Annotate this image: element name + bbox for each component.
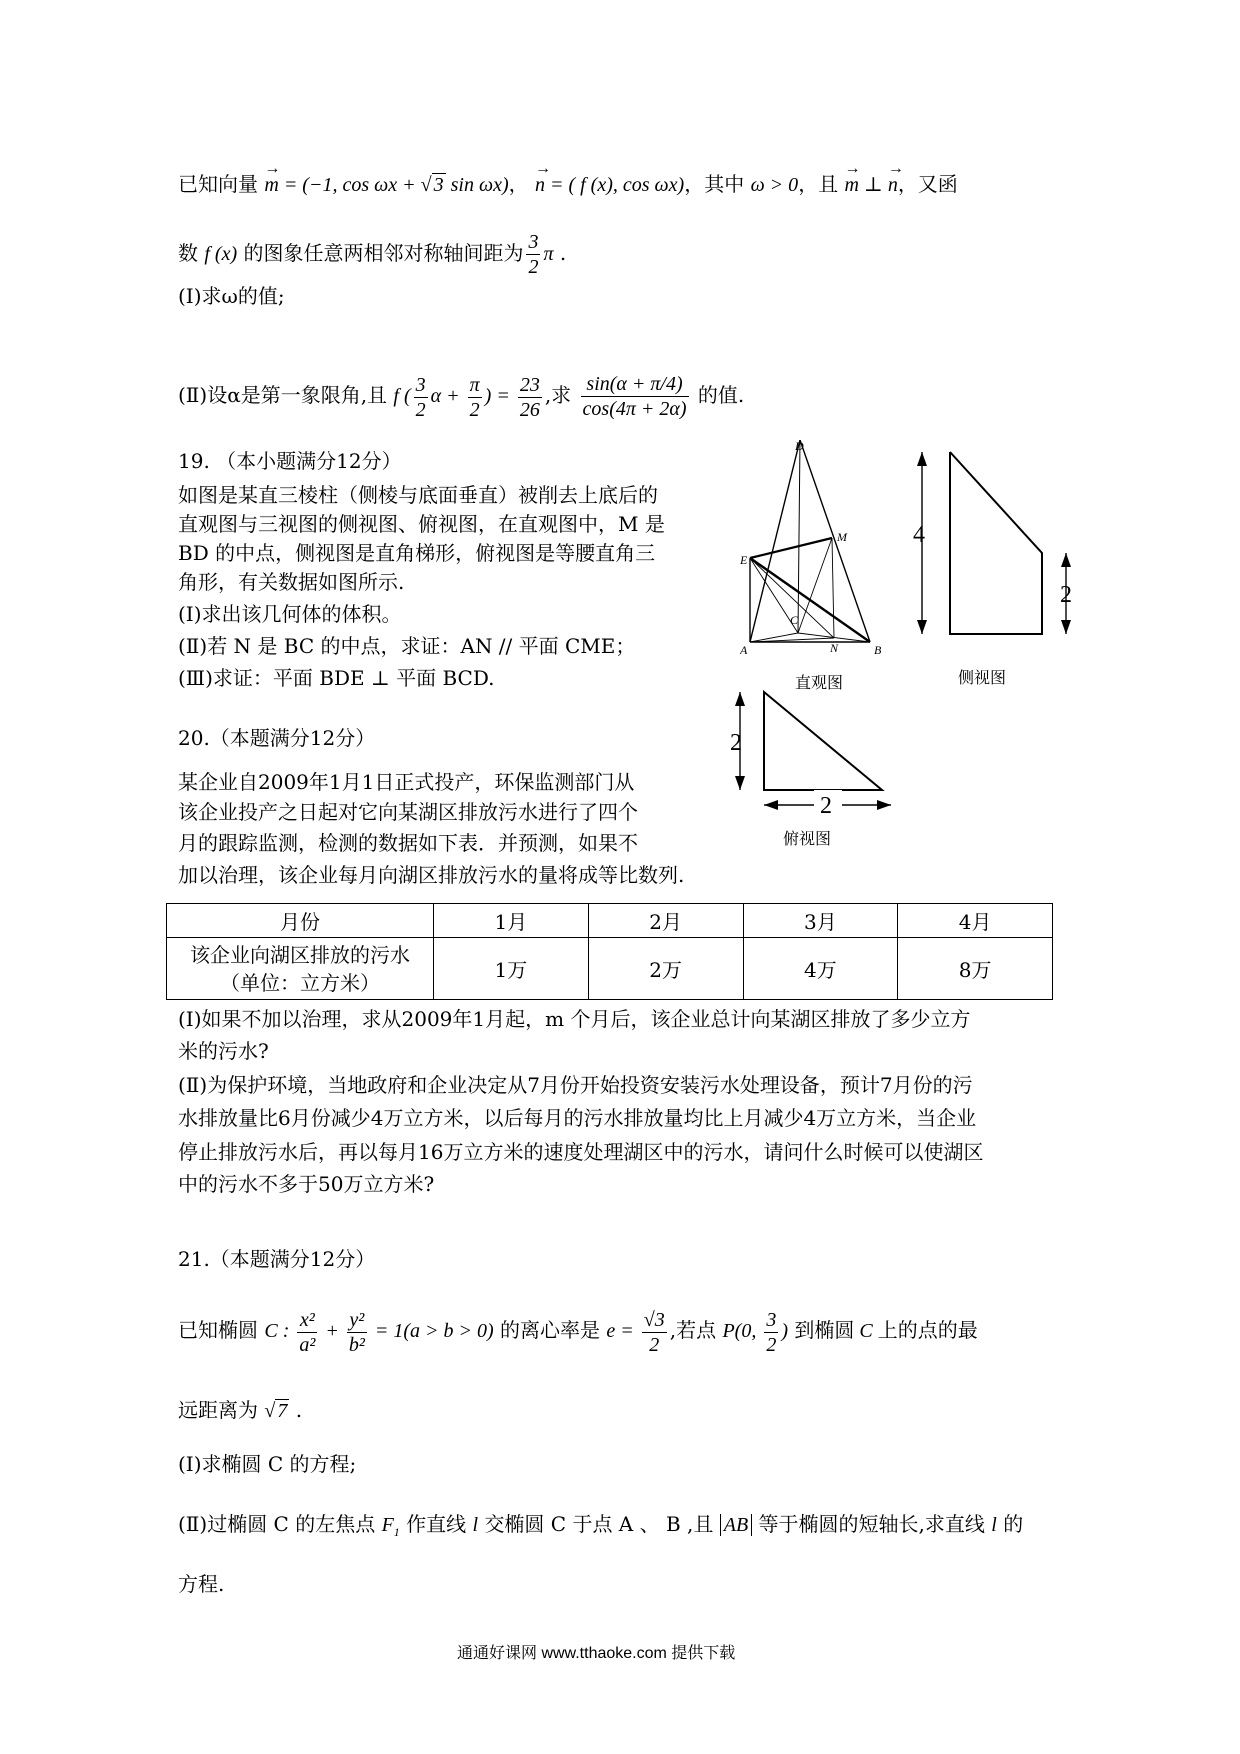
table-header-cell: 2月 <box>588 904 743 938</box>
q21-title: 21.（本题满分12分） <box>178 1247 376 1271</box>
q20-part-2-line-4: 中的污水不多于50万立方米? <box>178 1172 435 1196</box>
caption-direct-view: 直观图 <box>795 675 844 692</box>
table-header-cell: 月份 <box>167 904 434 938</box>
q18-part-1: (Ⅰ)求ω的值; <box>178 284 285 308</box>
label-M: M <box>837 530 847 544</box>
formula-ratio: $\frac{\sin(\alpha + \pi/4)}{\cos(4\pi + 2\alpha)}$ <box>582 373 687 420</box>
top-dim-height-2: 2 <box>730 730 742 756</box>
q19-part-2: (Ⅱ)若 N 是 BC 的中点，求证：AN // 平面 CME； <box>178 634 636 658</box>
label-B: B <box>874 643 882 657</box>
side-dim-2: 2 <box>1060 582 1072 608</box>
table-row <box>167 938 1053 1000</box>
table-cell: 8万 <box>898 938 1053 1000</box>
label-C: C <box>790 613 799 627</box>
top-view-figure <box>726 680 906 805</box>
formula-n-vector: → n = ( f (x), cos ωx) <box>535 174 684 196</box>
edge-MN <box>832 538 834 638</box>
formula-three-halves: $\frac{3}{2}$ <box>528 231 539 278</box>
formula-sqrt7: √ 7 <box>264 1400 288 1422</box>
q20-title: 20.（本题满分12分） <box>178 726 376 750</box>
formula-m-vector: → m = (−1, cos ωx + √ 3 sin ωx) <box>264 174 508 196</box>
q20-text-4: 加以治理，该企业每月向湖区排放污水的量将成等比数列. <box>178 863 685 887</box>
top-view-width-dimension <box>760 790 895 820</box>
q21-part-1: (Ⅰ)求椭圆 C 的方程; <box>178 1452 357 1476</box>
arrowhead-right <box>877 800 891 810</box>
formula-ellipse: C : $\frac{\text{x²}}{\text{a²}}$ + $\frac{\text{y²}}{\text{b²}}$ = 1(a > b > 0) <box>264 1309 494 1356</box>
q19-part-1: (Ⅰ)求出该几何体的体积。 <box>178 602 402 626</box>
q20-text-3: 月的跟踪监测，检测的数据如下表．并预测，如果不 <box>178 831 638 855</box>
q19-title: 19. （本小题满分12分） <box>178 449 402 473</box>
arrowhead-up <box>735 692 745 706</box>
q18-part-2: (Ⅱ)设α是第一象限角,且 f ( $\frac{3}{2}$ α + $\frac{\pi}{2}$ ) = $\frac{23}{26}$ ,求 $\frac{\sin(\alpha + \pi/4)}{\cos(4\pi + 2\alpha)}$ 的值. <box>178 373 745 421</box>
table-cell: 2万 <box>588 938 743 1000</box>
formula-perpendicular: → m ⊥ → n <box>845 174 898 196</box>
q19-text-2: 直观图与三视图的侧视图、俯视图，在直观图中，M 是 <box>178 512 665 536</box>
q21-part-2-end: 方程. <box>178 1572 225 1596</box>
table-cell: 4万 <box>743 938 898 1000</box>
edge-DB <box>800 440 870 642</box>
label-E: E <box>740 553 748 567</box>
q18-line-1: 已知向量 → m = (−1, cos ωx + √ 3 sin ωx)， → n = ( f (x), cos ωx)，其中 ω > 0，且 → m ⊥ → n，又函 <box>178 170 958 199</box>
q21-line-2: 远距离为 √ 7 . <box>178 1398 303 1422</box>
table-header-cell: 3月 <box>743 904 898 938</box>
q20-part-2-line-3: 停止排放污水后，再以每月16万立方米的速度处理湖区中的污水，请问什么时候可以使湖区 <box>178 1140 984 1164</box>
arrowhead-down <box>735 776 745 790</box>
table-header-cell: 1月 <box>434 904 589 938</box>
edge-CM <box>798 538 832 633</box>
top-dim-width-2: 2 <box>820 793 832 819</box>
q19-part-3: (Ⅲ)求证：平面 BDE ⊥ 平面 BCD. <box>178 666 495 690</box>
caption-top-view: 俯视图 <box>783 831 832 848</box>
formula-omega-positive: ω > 0 <box>750 174 799 196</box>
caption-side-view: 侧视图 <box>958 670 1007 687</box>
table-header-row <box>167 904 1053 938</box>
arrowhead-up <box>1061 553 1071 567</box>
table-cell: 1万 <box>434 938 589 1000</box>
side-dim-4: 4 <box>913 522 925 548</box>
q20-text-1: 某企业自2009年1月1日正式投产，环保监测部门从 <box>178 770 635 794</box>
arrowhead-down <box>1061 620 1071 634</box>
formula-point-p: P(0, $\frac{3}{2}$ ) <box>722 1309 789 1356</box>
side-view-trapezoid <box>950 452 1042 634</box>
formula-f1: $F_1$ <box>381 1514 400 1539</box>
page-footer: 通通好课网 www.tthaoke.com 提供下载 <box>457 1645 736 1662</box>
arrowhead-down <box>917 620 927 634</box>
edge-DA <box>750 440 800 642</box>
top-view-triangle <box>764 692 882 790</box>
q18-line-2: 数 f (x) 的图象任意两相邻对称轴间距为 $\frac{3}{2}$ π . <box>178 231 567 278</box>
q20-text-2: 该企业投产之日起对它向某湖区排放污水进行了四个 <box>178 800 638 824</box>
q21-part-2: (Ⅱ)过椭圆 C 的左焦点 $F_1$ 作直线 l 交椭圆 C 于点 A 、 B ,且 AB 等于椭圆的短轴长,求直线 l 的 <box>178 1512 1024 1539</box>
formula-line-l: l <box>472 1514 479 1536</box>
formula-line-l: l <box>991 1514 997 1536</box>
table-header-cell: 4月 <box>898 904 1053 938</box>
label-N: N <box>830 641 839 655</box>
q19-text-4: 角形，有关数据如图所示. <box>178 570 405 594</box>
q20-part-1-line-1: (Ⅰ)如果不加以治理，求从2009年1月起，m 个月后，该企业总计向某湖区排放了多少立方 <box>178 1007 971 1031</box>
arrowhead-left <box>764 800 778 810</box>
formula-fx: f (x) <box>204 243 238 265</box>
formula-eccentricity: e = $\frac{√3}{2}$ <box>606 1309 665 1356</box>
table-row-label: 该企业向湖区排放的污水 （单位：立方米） <box>167 938 434 1000</box>
q20-part-1-line-2: 米的污水? <box>178 1039 269 1063</box>
q21-line-1: 已知椭圆 C : $\frac{\text{x²}}{\text{a²}}$ + $\frac{\text{y²}}{\text{b²}}$ = 1(a > b > 0) 的离心率是 e = $\frac{√3}{2}$ ,若点 P(0, $\frac{3}{2}$ ) 到椭圆 C 上的点的最 <box>178 1309 978 1356</box>
q20-part-2-line-2: 水排放量比6月份减少4万立方米，以后每月的污水排放量均比上月减少4万立方米，当企业 <box>178 1106 977 1130</box>
arrowhead-up <box>917 452 927 466</box>
emission-table <box>166 903 1053 1000</box>
q19-text-3: BD 的中点，侧视图是直角梯形，俯视图是等腰直角三 <box>178 541 656 565</box>
label-A: A <box>740 643 748 657</box>
direct-view-figure <box>740 440 900 690</box>
q20-part-2-line-1: (Ⅱ)为保护环境，当地政府和企业决定从7月份开始投资安装污水处理设备，预计7月份的污 <box>178 1073 973 1097</box>
side-view-figure <box>908 440 1088 650</box>
q19-text-1: 如图是某直三棱柱（侧棱与底面垂直）被削去上底后的 <box>178 483 658 507</box>
formula-f-condition: f ( $\frac{3}{2}$ α + $\frac{\pi}{2}$ ) = $\frac{23}{26}$ <box>393 373 540 421</box>
label-D: D <box>795 440 804 453</box>
edge-EM <box>750 538 832 558</box>
formula-ab-length: AB <box>720 1514 752 1536</box>
